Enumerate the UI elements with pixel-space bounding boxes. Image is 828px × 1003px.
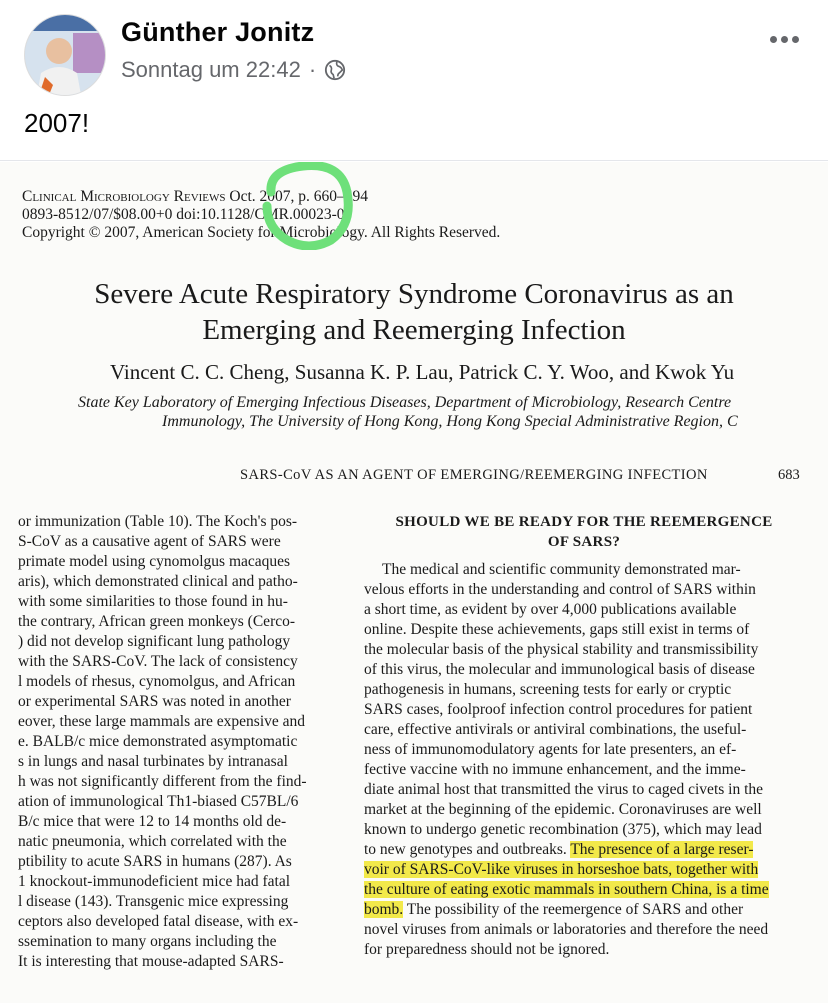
section-heading	[364, 512, 804, 552]
right-column-line	[364, 800, 804, 820]
right-column-line	[364, 860, 804, 880]
right-column-line	[364, 660, 804, 680]
left-column-line: s in lungs and nasal turbinates by intranasal	[18, 753, 288, 770]
author-avatar[interactable]	[24, 14, 106, 96]
journal-name: Clinical Microbiology Reviews	[22, 188, 226, 205]
body-text: known to undergo genetic recombination (375), which may lead	[364, 821, 762, 838]
right-column-line	[364, 820, 804, 840]
highlighted-text: the culture of eating exotic mammals in southern China, is a time	[364, 881, 769, 898]
header-divider	[0, 160, 828, 161]
post-meta	[121, 57, 346, 83]
left-column-line: with the SARS-CoV. The lack of consistency	[18, 653, 298, 670]
left-column-line: ptibility to acute SARS in humans (287). As	[18, 853, 292, 870]
avatar-image	[25, 15, 105, 95]
body-text: a short time, as evident by over 4,000 publications available	[364, 601, 737, 618]
left-column-line: ceptors also developed fatal disease, with ex-	[18, 913, 299, 930]
right-column-line	[364, 580, 804, 600]
body-text: online. Despite these achievements, gaps still exist in terms of	[364, 621, 750, 638]
left-column-line: natic pneumonia, which correlated with the	[18, 833, 287, 850]
left-column-line: l models of rhesus, cynomolgus, and African	[18, 673, 296, 690]
page-number: 683	[778, 467, 800, 483]
journal-line-2: 0893-8512/07/$08.00+0 doi:10.1128/CMR.00023-07	[22, 206, 353, 223]
left-column-line: with some similarities to those found in hu-	[18, 593, 288, 610]
post-text: 2007!	[24, 108, 90, 138]
green-circle-annotation	[261, 162, 357, 250]
author-name[interactable]: Günther Jonitz	[121, 17, 315, 47]
body-text: pathogenesis in humans, screening tests for early or cryptic	[364, 681, 732, 698]
right-column-line	[364, 620, 804, 640]
left-column-line: ) did not develop significant lung pathology	[18, 633, 291, 650]
right-column-line	[364, 880, 804, 900]
body-text: The possibility of the reemergence of SARS and other	[403, 901, 744, 918]
meta-separator: ·	[308, 57, 317, 82]
post-header	[0, 0, 828, 160]
left-column-line: or experimental SARS was noted in another	[18, 693, 291, 710]
right-column-line	[364, 600, 804, 620]
article-title-line-2: Emerging and Reemerging Infection	[202, 314, 626, 346]
right-column-line	[364, 740, 804, 760]
right-column-line	[364, 640, 804, 660]
journal-line-3: Copyright © 2007, American Society for Microbiology. All Rights Reserved.	[22, 224, 501, 241]
left-column-line: eover, these large mammals are expensive and	[18, 713, 306, 730]
affiliation-line-2: Immunology, The University of Hong Kong, Hong Kong Special Administrative Region, C	[162, 413, 738, 430]
more-horizontal-icon	[770, 36, 777, 43]
body-text: SARS cases, foolproof infection control procedures for patient	[364, 701, 753, 718]
right-column-line	[364, 900, 804, 920]
article-authors: Vincent C. C. Cheng, Susanna K. P. Lau, Patrick C. Y. Woo, and Kwok Yu	[110, 360, 735, 384]
highlighted-text: bomb.	[364, 901, 404, 918]
section-heading-line-1: SHOULD WE BE READY FOR THE REEMERGENCE	[395, 514, 773, 530]
left-column-line: ssemination to many organs including the	[18, 933, 277, 950]
article-title-line-1: Severe Acute Respiratory Syndrome Coronavirus as an	[94, 278, 734, 310]
right-column-line	[364, 760, 804, 780]
left-column-line: ation of immunological Th1-biased C57BL/6	[18, 793, 299, 810]
left-column-line: aris), which demonstrated clinical and patho-	[18, 573, 298, 590]
right-column-line	[364, 780, 804, 800]
post-image-document[interactable]	[0, 162, 828, 1003]
body-text: diate animal host that transmitted the virus to caged civets in the	[364, 781, 764, 798]
left-column-line: h was not significantly different from the find-	[18, 773, 307, 790]
body-text: The medical and scientific community demonstrated mar-	[382, 561, 741, 578]
section-heading-line-2: OF SARS?	[547, 534, 621, 550]
body-text: the molecular basis of the physical stability and transmissibility	[364, 641, 759, 658]
right-column-line	[364, 940, 804, 960]
left-column-line: B/c mice that were 12 to 14 months old de-	[18, 813, 287, 830]
highlighted-text: The presence of a large reser-	[570, 841, 754, 858]
body-text: to new genotypes and outbreaks.	[364, 841, 571, 858]
post-timestamp[interactable]: Sonntag um 22:42	[121, 57, 301, 82]
body-text: of this virus, the molecular and immunological basis of disease	[364, 661, 755, 678]
body-text: fective vaccine with no immune enhancement, and the imme-	[364, 761, 746, 778]
right-column-line	[364, 720, 804, 740]
more-horizontal-icon	[781, 36, 788, 43]
left-column-line: 1 knockout-immunodeficient mice had fatal	[18, 873, 291, 890]
left-column-line: the contrary, African green monkeys (Cerco-	[18, 613, 296, 630]
left-column	[18, 512, 336, 972]
left-column-line: S-CoV as a causative agent of SARS were	[18, 533, 281, 550]
right-column-line	[364, 680, 804, 700]
left-column-line: primate model using cynomolgus macaques	[18, 553, 291, 570]
globe-icon[interactable]	[324, 59, 346, 81]
right-column-line	[364, 840, 804, 860]
body-text: ness of immunomodulatory agents for late presenters, an ef-	[364, 741, 737, 758]
running-head: SARS-CoV AS AN AGENT OF EMERGING/REEMERGING INFECTION	[240, 467, 708, 483]
right-column-line	[364, 700, 804, 720]
right-column	[364, 560, 804, 960]
more-options-button[interactable]	[770, 30, 806, 46]
left-column-line: e. BALB/c mice demonstrated asymptomatic	[18, 733, 298, 750]
body-text: novel viruses from animals or laboratories and therefore the need	[364, 921, 769, 938]
left-column-line: l disease (143). Transgenic mice expressing	[18, 893, 289, 910]
highlighted-text: voir of SARS-CoV-like viruses in horseshoe bats, together with	[364, 861, 759, 878]
affiliation-line-1: State Key Laboratory of Emerging Infectious Diseases, Department of Microbiology, Research Centre	[78, 394, 732, 411]
right-column-line	[364, 920, 804, 940]
left-column-line: or immunization (Table 10). The Koch's pos-	[18, 513, 298, 530]
left-column-line: It is interesting that mouse-adapted SARS-	[18, 953, 284, 970]
more-horizontal-icon	[792, 36, 799, 43]
body-text: for preparedness should not be ignored.	[364, 941, 610, 958]
body-text: market at the beginning of the epidemic. Coronaviruses are well	[364, 801, 762, 818]
body-text: velous efforts in the understanding and control of SARS within	[364, 581, 756, 598]
right-column-line	[364, 560, 804, 580]
journal-issue: Oct. 2007, p. 660–694	[229, 188, 369, 205]
body-text: care, effective antivirals or antiviral combinations, the useful-	[364, 721, 747, 738]
